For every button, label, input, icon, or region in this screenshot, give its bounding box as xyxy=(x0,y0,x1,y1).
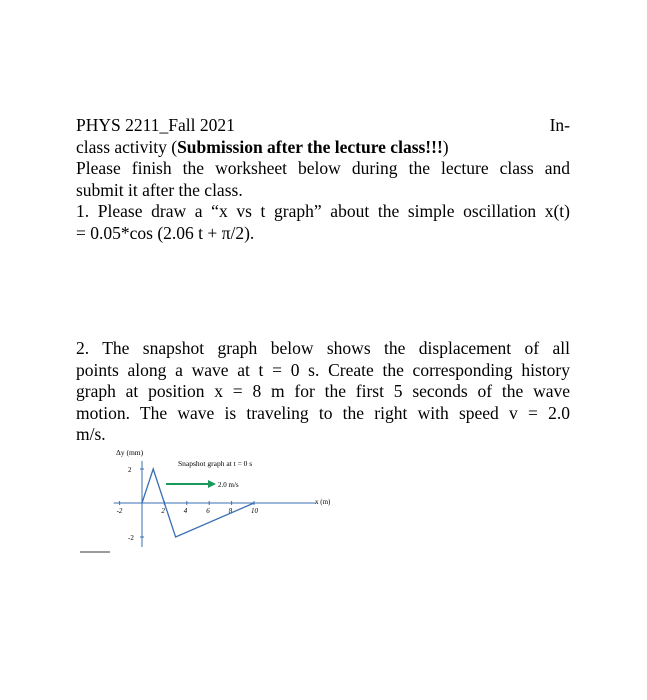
y-axis-label: Δy (mm) xyxy=(116,448,144,457)
question-2-line-5: m/s. xyxy=(76,424,106,444)
x-tick-label: 10 xyxy=(251,507,258,515)
snapshot-graph xyxy=(76,446,346,556)
x-tick-label: -2 xyxy=(116,507,123,515)
question-2 xyxy=(76,338,570,446)
question-2-line-1: 2. The snapshot graph below shows the displacement of all xyxy=(76,338,570,358)
submission-note: Submission after the lecture class!!! xyxy=(177,136,443,157)
y-tick-label: -2 xyxy=(128,534,134,542)
question-2-line-3: graph at position x = 8 m for the first 5 seconds of the wave xyxy=(76,381,570,401)
velocity-arrow-head xyxy=(208,480,216,488)
x-tick-label: 8 xyxy=(228,507,233,515)
chart-title: Snapshot graph at t = 0 s xyxy=(178,459,253,468)
course-title: PHYS 2211_Fall 2021 xyxy=(76,115,235,135)
question-2-line-4: motion. The wave is traveling to the right with speed v = 2.0 xyxy=(76,402,570,423)
question-1-line-2: = 0.05*cos (2.06 t + π/2). xyxy=(76,222,255,243)
header-row xyxy=(76,115,570,137)
header-tag: In- xyxy=(549,115,570,135)
x-tick-label: 4 xyxy=(183,507,188,515)
speed-label: 2.0 m/s xyxy=(218,481,239,489)
intro-line-2: Please finish the worksheet below during the lecture class and xyxy=(76,158,570,178)
intro-line-3: submit it after the class. xyxy=(76,179,243,200)
worksheet-text xyxy=(76,115,570,244)
question-1-line-1: 1. Please draw a “x vs t graph” about the simple oscillation x(t) xyxy=(76,201,570,221)
snapshot-graph-svg xyxy=(76,446,346,556)
x-tick-label: 2 xyxy=(161,507,165,515)
intro-suffix: ) xyxy=(442,136,449,157)
y-tick-label: 2 xyxy=(128,466,132,474)
intro-line-1 xyxy=(76,137,570,159)
question-2-line-2: points along a wave at t = 0 s. Create the corresponding history xyxy=(76,359,570,380)
intro-prefix: class activity ( xyxy=(76,136,178,157)
x-axis-label: x (m) xyxy=(315,498,331,506)
x-tick-label: 6 xyxy=(206,507,210,515)
